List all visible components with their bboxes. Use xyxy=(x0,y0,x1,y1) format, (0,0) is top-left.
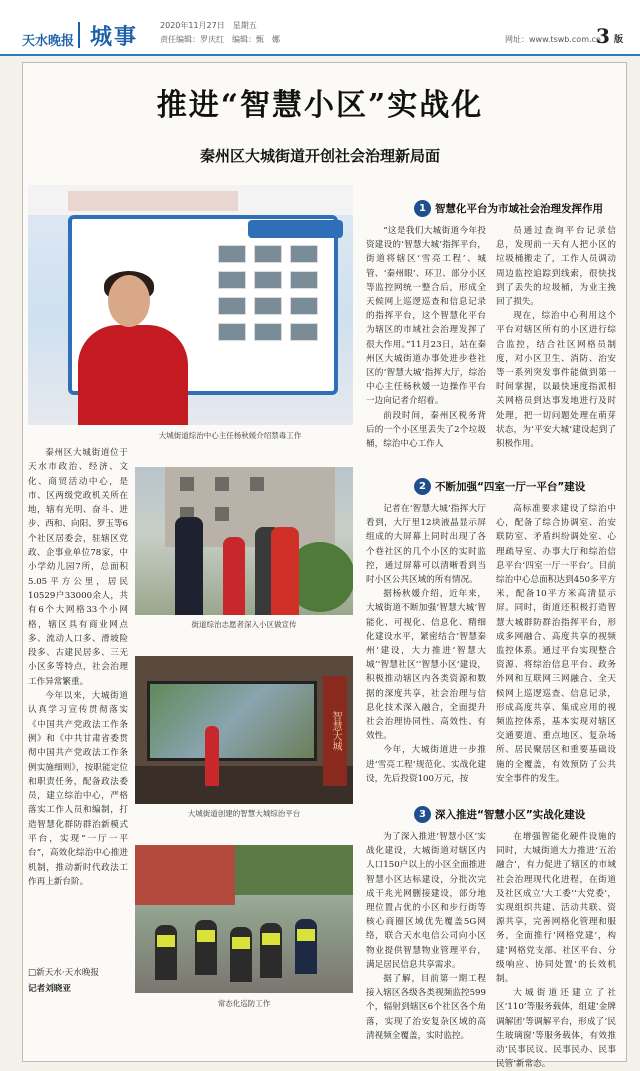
paragraph: 据杨秋媛介绍，近年来，大城街道不断加强‘智慧大城’智能化、可视化、信息化、精细化建设水平，紧密结合‘智慧秦州’建设，大力推进‘智慧大城’‘智慧社区’‘智慧小区’建设，积极推动辖区内各类资源和数据的深度共享，社会治理与信息化技术深入融合，全面提升社会治理协同性、高效性、有效性。 xyxy=(366,589,486,742)
paragraph: 高标准要求建设了综治中心，配备了综合协调室、治安联防室、矛盾纠纷调处室、心理疏导室、办事大厅和综治信息平台‘四室一厅一平台’。目前综治中心总面积达到450多平方米，配备10平方米高清显示屏。同时，街道还积极打造智慧大城群防群治指挥平台，形成多网融合、高度共享的视频监控体系。通过平台实现整合资源、将综治信息平台、政务外网和互联网三网融合、全天候网上巡逻巡查、信息记录，形成高度共享、集成应用的视频监控体系，基本实现对辖区交通要道、重点地区、复杂场所、居民聚居区和重要基础设施的全覆盖，有效预防了公共安全事件的发生。 xyxy=(496,504,616,784)
paragraph: “这是我们大城街道今年投资建设的‘智慧大城’指挥平台，街道将辖区‘雪亮工程’、城管、‘秦州眼’、环卫、部分小区等监控网统一整合后，形成全天候网上巡逻巡查和信息记录的指挥平台，这个智慧化平台为辖区的市域社会治理发挥了很大作用。”11月23日，站在秦州区大城街道办事处进步巷社区的‘智慧大城’指挥大厅，综治中心主任杨秋媛一边操作平台一边向记者介绍着。 xyxy=(366,226,486,407)
page-header xyxy=(0,0,640,56)
section-heading: 不断加强“四室一厅一平台”建设 xyxy=(435,481,586,493)
operator-figure xyxy=(205,726,219,786)
sidebar-paragraph: 秦州区大城街道位于天水市政治、经济、文化、商贸活动中心，是市、区两级党政机关所在地，辖有光明、奋斗、进步、西和、向阳、罗玉等6个社区居委会，驻辖区党政、企事业单位78家，中小学幼儿园7所，总面积5.05平方公里，居民10529户33000余人，共有6个大网格33个小网格，辖区具有商业网点多、流动人口多、滑坡险段多、古建民居多、三无小区多等特点，社会治理工作异常繁重。 xyxy=(28,448,128,687)
paragraph: 员通过查询平台记录信息，发现前一天有人把小区的垃圾桶搬走了，工作人员调动周边监控追踪到线索，很快找到了丢失的垃圾桶，为业主挽回了损失。 xyxy=(496,226,616,308)
window xyxy=(215,507,229,521)
photo-volunteers xyxy=(135,467,353,615)
board-photo xyxy=(254,245,282,263)
board-photo xyxy=(254,271,282,289)
window xyxy=(215,477,229,491)
paragraph: 据了解，目前第一期工程接入辖区各级各类视频监控599个，辐射到辖区6个社区各个角落，实现了治安复杂区域的高清视频全覆盖，实时监控。 xyxy=(366,974,486,1041)
section-3-column-left xyxy=(366,830,486,1043)
subheadline: 秦州区大城街道开创社会治理新局面 xyxy=(199,147,440,165)
photo-caption: 大城街道综治中心主任杨秋媛介绍禁毒工作 xyxy=(158,431,302,440)
section-1-column-left xyxy=(366,224,486,451)
section-3-column-right xyxy=(496,830,616,1071)
board-photo xyxy=(218,297,246,315)
paragraph: 今年，大城街道进一步推进‘雪亮工程’规范化、实战化建设，先后投资100万元，按 xyxy=(366,745,486,784)
police-figure xyxy=(295,919,317,974)
board-photo-grid xyxy=(218,245,348,365)
section-number-badge: 3 xyxy=(414,806,431,823)
window xyxy=(250,477,264,491)
board-photo xyxy=(218,323,246,341)
photo-drug-control-board xyxy=(28,185,353,425)
board-photo xyxy=(254,323,282,341)
board-photo xyxy=(290,271,318,289)
center-sign: 智慧大城 xyxy=(323,676,347,786)
patroller-figure xyxy=(230,927,252,982)
section-1-title xyxy=(414,200,603,217)
photo-caption: 常态化巡防工作 xyxy=(217,999,271,1008)
sidebar-paragraph: 今年以来，大城街道认真学习宣传贯彻落实《中国共产党政法工作条例》和《中共甘肃省委贯彻中国共产党政法工作条例实施细则》，按职能定位和职责任务，配备政法委员，建立综治中心，严格落实工作人员和编制，打造智慧化群防群治新模式平台，实现“一厅一平台”，高效化综治中心推进机制，推动新时代政法工作再上新台阶。 xyxy=(28,691,128,887)
newspaper-name: 天水晚报 xyxy=(22,34,75,49)
issue-date: 2020年11月27日 星期五 xyxy=(160,21,257,30)
board-title-tab xyxy=(248,220,343,238)
section-heading: 深入推进“智慧小区”实战化建设 xyxy=(435,809,586,821)
section-3-title xyxy=(414,806,585,823)
paragraph: 记者在‘智慧大城’指挥大厅看到，大厅里12块液晶显示屏组成的大屏幕上同时出现了各个巷社区的几个小区的实时监控，通过屏幕可以清晰看到当时小区公共区域的所有情况。 xyxy=(366,504,486,586)
paragraph: 在增强智能化硬件设施的同时，大城街道大力推进‘五治融合’，有力促进了辖区的市域社会治理现代化进程，在街道及社区成立‘大工委’‘大党委’，实现组织共建、活动共联、资源共享，完善网格化管理和服务，全面推行‘网格党建’，构建‘网格党支部、社区平台、分级响应、协同处置’的长效机制。 xyxy=(496,832,616,985)
presenter-figure xyxy=(78,275,188,425)
section-2-column-right xyxy=(496,502,616,786)
board-photo xyxy=(290,245,318,263)
volunteer-figure xyxy=(271,527,299,615)
figure-body xyxy=(78,325,188,425)
patroller-figure xyxy=(155,925,177,980)
section-1-column-right xyxy=(496,224,616,451)
board-photo xyxy=(254,297,282,315)
section-name: 城事 xyxy=(90,24,139,50)
patroller-figure xyxy=(260,923,282,978)
header-divider xyxy=(78,22,80,48)
board-photo xyxy=(290,297,318,315)
police-figure xyxy=(175,517,203,615)
photo-caption: 大城街道创建的智慧大城综治平台 xyxy=(187,809,301,818)
board-photo xyxy=(218,271,246,289)
board-photo xyxy=(290,323,318,341)
section-heading: 智慧化平台为市域社会治理发挥作用 xyxy=(435,203,603,215)
video-wall xyxy=(147,681,317,761)
paragraph: 现在，综治中心利用这个平台对辖区所有的小区进行综合监控，结合社区网格员制度，对小区卫生、消防、治安等一系列突发事件能做到第一时间掌握，以最快速度指派相关网格员到达事发地进行及时处理，把一切问题处理在萌芽状态，为‘平安大城’建设起到了积极作用。 xyxy=(496,311,616,450)
photo-patrol xyxy=(135,845,353,993)
section-2-title xyxy=(414,478,585,495)
byline-source: □新天水·天水晚报 xyxy=(28,968,100,978)
page-number: 3 xyxy=(596,24,610,48)
paragraph: 为了深入推进‘智慧小区’实战化建设，大城街道对辖区内人口150户以上的小区全面推进智慧小区达标建设，分批次完成干兆光网删接建设，部分地理位置占优的小区和步行街等核心商圈区域优先覆盖5G网络，联合天水电信公司向小区物业提供智慧物业管理平台，满足居民信息共享需求。 xyxy=(366,832,486,970)
photo-banner-slogan xyxy=(68,191,238,211)
section-number-badge: 1 xyxy=(414,200,431,217)
byline-reporter: 记者刘晓亚 xyxy=(28,984,71,994)
section-2-column-left xyxy=(366,502,486,786)
intro-sidebar xyxy=(28,446,128,889)
trees xyxy=(235,845,353,895)
headline: 推进“智慧小区”实战化 xyxy=(156,88,484,123)
website-url[interactable]: 网址：www.tswb.com.cn xyxy=(505,35,602,44)
board-photo xyxy=(218,245,246,263)
figure-head xyxy=(108,275,150,327)
patroller-figure xyxy=(195,920,217,975)
editor-credits: 责任编辑：罗庆红 编辑：甄 娜 xyxy=(160,35,280,44)
paragraph: 大城街道还建立了社区‘110’等服务载体，组建‘金牌调解团’等调解平台，形成了‘民生玻璃窗’等服务载体，有效推动‘民事民议、民事民办、民事民管’新常态。 xyxy=(496,988,616,1070)
page-unit: 版 xyxy=(614,35,624,45)
resident-figure xyxy=(223,537,245,615)
floor xyxy=(135,766,353,804)
section-number-badge: 2 xyxy=(414,478,431,495)
paragraph: 前段时间，秦州区税务背后的一个小区里丢失了2个垃圾桶，综治中心工作人 xyxy=(366,410,486,450)
photo-command-center xyxy=(135,656,353,804)
photo-caption: 街道综治志愿者深入小区做宣传 xyxy=(191,620,297,629)
storefront xyxy=(135,845,235,905)
window xyxy=(180,477,194,491)
